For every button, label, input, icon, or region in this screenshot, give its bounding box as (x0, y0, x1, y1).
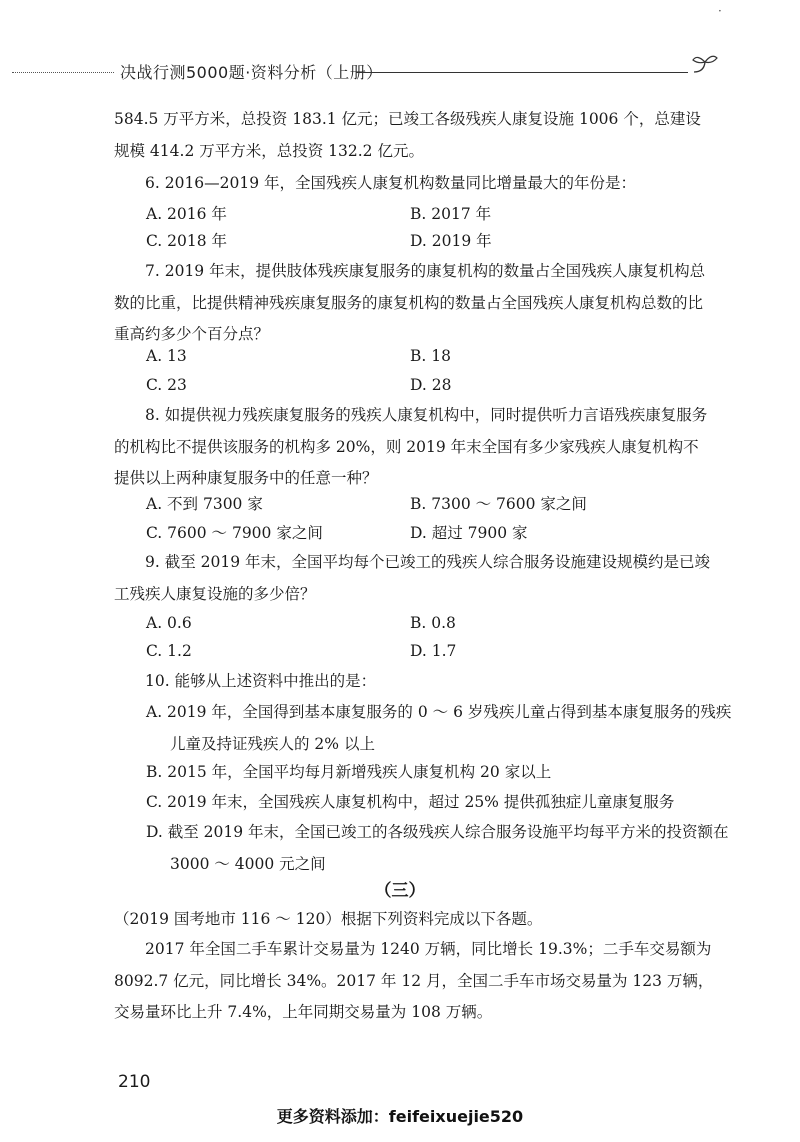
question-10-stem: 10. 能够从上述资料中推出的是： (145, 672, 377, 690)
q6-option-a: A. 2016 年 (146, 205, 227, 223)
scan-mark: · (718, 4, 722, 18)
q7-option-a: A. 13 (146, 347, 187, 365)
q10-option-d: D. 截至 2019 年末，全国已竣工的各级残疾人综合服务设施平均每平方米的投资额在 3000 ～ 4000 元之间 (146, 823, 729, 873)
q10-option-c: C. 2019 年末，全国残疾人康复机构中，超过 25% 提供孤独症儿童康复服务 (146, 793, 675, 811)
q8-option-c: C. 7600 ～ 7900 家之间 (146, 524, 323, 542)
q6-option-c: C. 2018 年 (146, 232, 228, 250)
q8-option-a: A. 不到 7300 家 (146, 495, 263, 513)
q7-option-b: B. 18 (410, 347, 451, 365)
question-7-stem: 7. 2019 年末，提供肢体残疾康复服务的康复机构的数量占全国残疾人康复机构总数的比重，比提供精神残疾康复服务的康复机构的数量占全国残疾人康复机构总数的比重高约多少个百分点？ (114, 262, 706, 343)
q10-option-a: A. 2019 年，全国得到基本康复服务的 0 ～ 6 岁残疾儿童占得到基本康复服务的残疾儿童及持证残疾人的 2% 以上 (146, 703, 732, 753)
header-rule-right (356, 72, 688, 73)
q8-option-b: B. 7300 ～ 7600 家之间 (410, 495, 587, 513)
footer-note: 更多资料添加：feifeixuejie520 (276, 1107, 524, 1126)
q9-option-a: A. 0.6 (146, 614, 192, 632)
q9-option-c: C. 1.2 (146, 642, 192, 660)
section-source: （2019 国考地市 116 ～ 120）根据下列资料完成以下各题。 (114, 910, 543, 928)
q9-option-b: B. 0.8 (410, 614, 456, 632)
q9-option-d: D. 1.7 (410, 642, 457, 660)
question-8-stem: 8. 如提供视力残疾康复服务的残疾人康复机构中，同时提供听力言语残疾康复服务的机构比不提供该服务的机构多 20%，则 2019 年末全国有多少家残疾人康复机构不提供以上两种康复服务中的任意一种？ (114, 406, 708, 487)
running-header: 决战行测5000题·资料分析（上册） (120, 63, 383, 82)
q7-option-c: C. 23 (146, 376, 187, 394)
intro-paragraph: 584.5 万平方米，总投资 183.1 亿元；已竣工各级残疾人康复设施 1006 个，总建设规模 414.2 万平方米，总投资 132.2 亿元。 (114, 110, 701, 160)
q6-option-d: D. 2019 年 (410, 232, 492, 250)
question-9-stem: 9. 截至 2019 年末，全国平均每个已竣工的残疾人综合服务设施建设规模约是已竣工残疾人康复设施的多少倍？ (114, 553, 711, 603)
q8-option-d: D. 超过 7900 家 (410, 524, 528, 542)
q6-option-b: B. 2017 年 (410, 205, 492, 223)
section-title: （三） (374, 881, 426, 901)
q7-option-d: D. 28 (410, 376, 452, 394)
question-6-stem: 6. 2016—2019 年，全国残疾人康复机构数量同比增量最大的年份是： (145, 174, 637, 192)
header-rule-left (12, 72, 114, 73)
sprout-icon (690, 52, 720, 78)
section-material: 2017 年全国二手车累计交易量为 1240 万辆，同比增长 19.3%；二手车交易额为 8092.7 亿元，同比增长 34%。2017 年 12 月，全国二手车市场交易量为 123 万辆，交易量环比上升 7.4%，上年同期交易量为 108 万辆。 (114, 940, 714, 1021)
q10-option-b: B. 2015 年，全国平均每月新增残疾人康复机构 20 家以上 (146, 763, 552, 781)
page-number: 210 (118, 1072, 151, 1092)
